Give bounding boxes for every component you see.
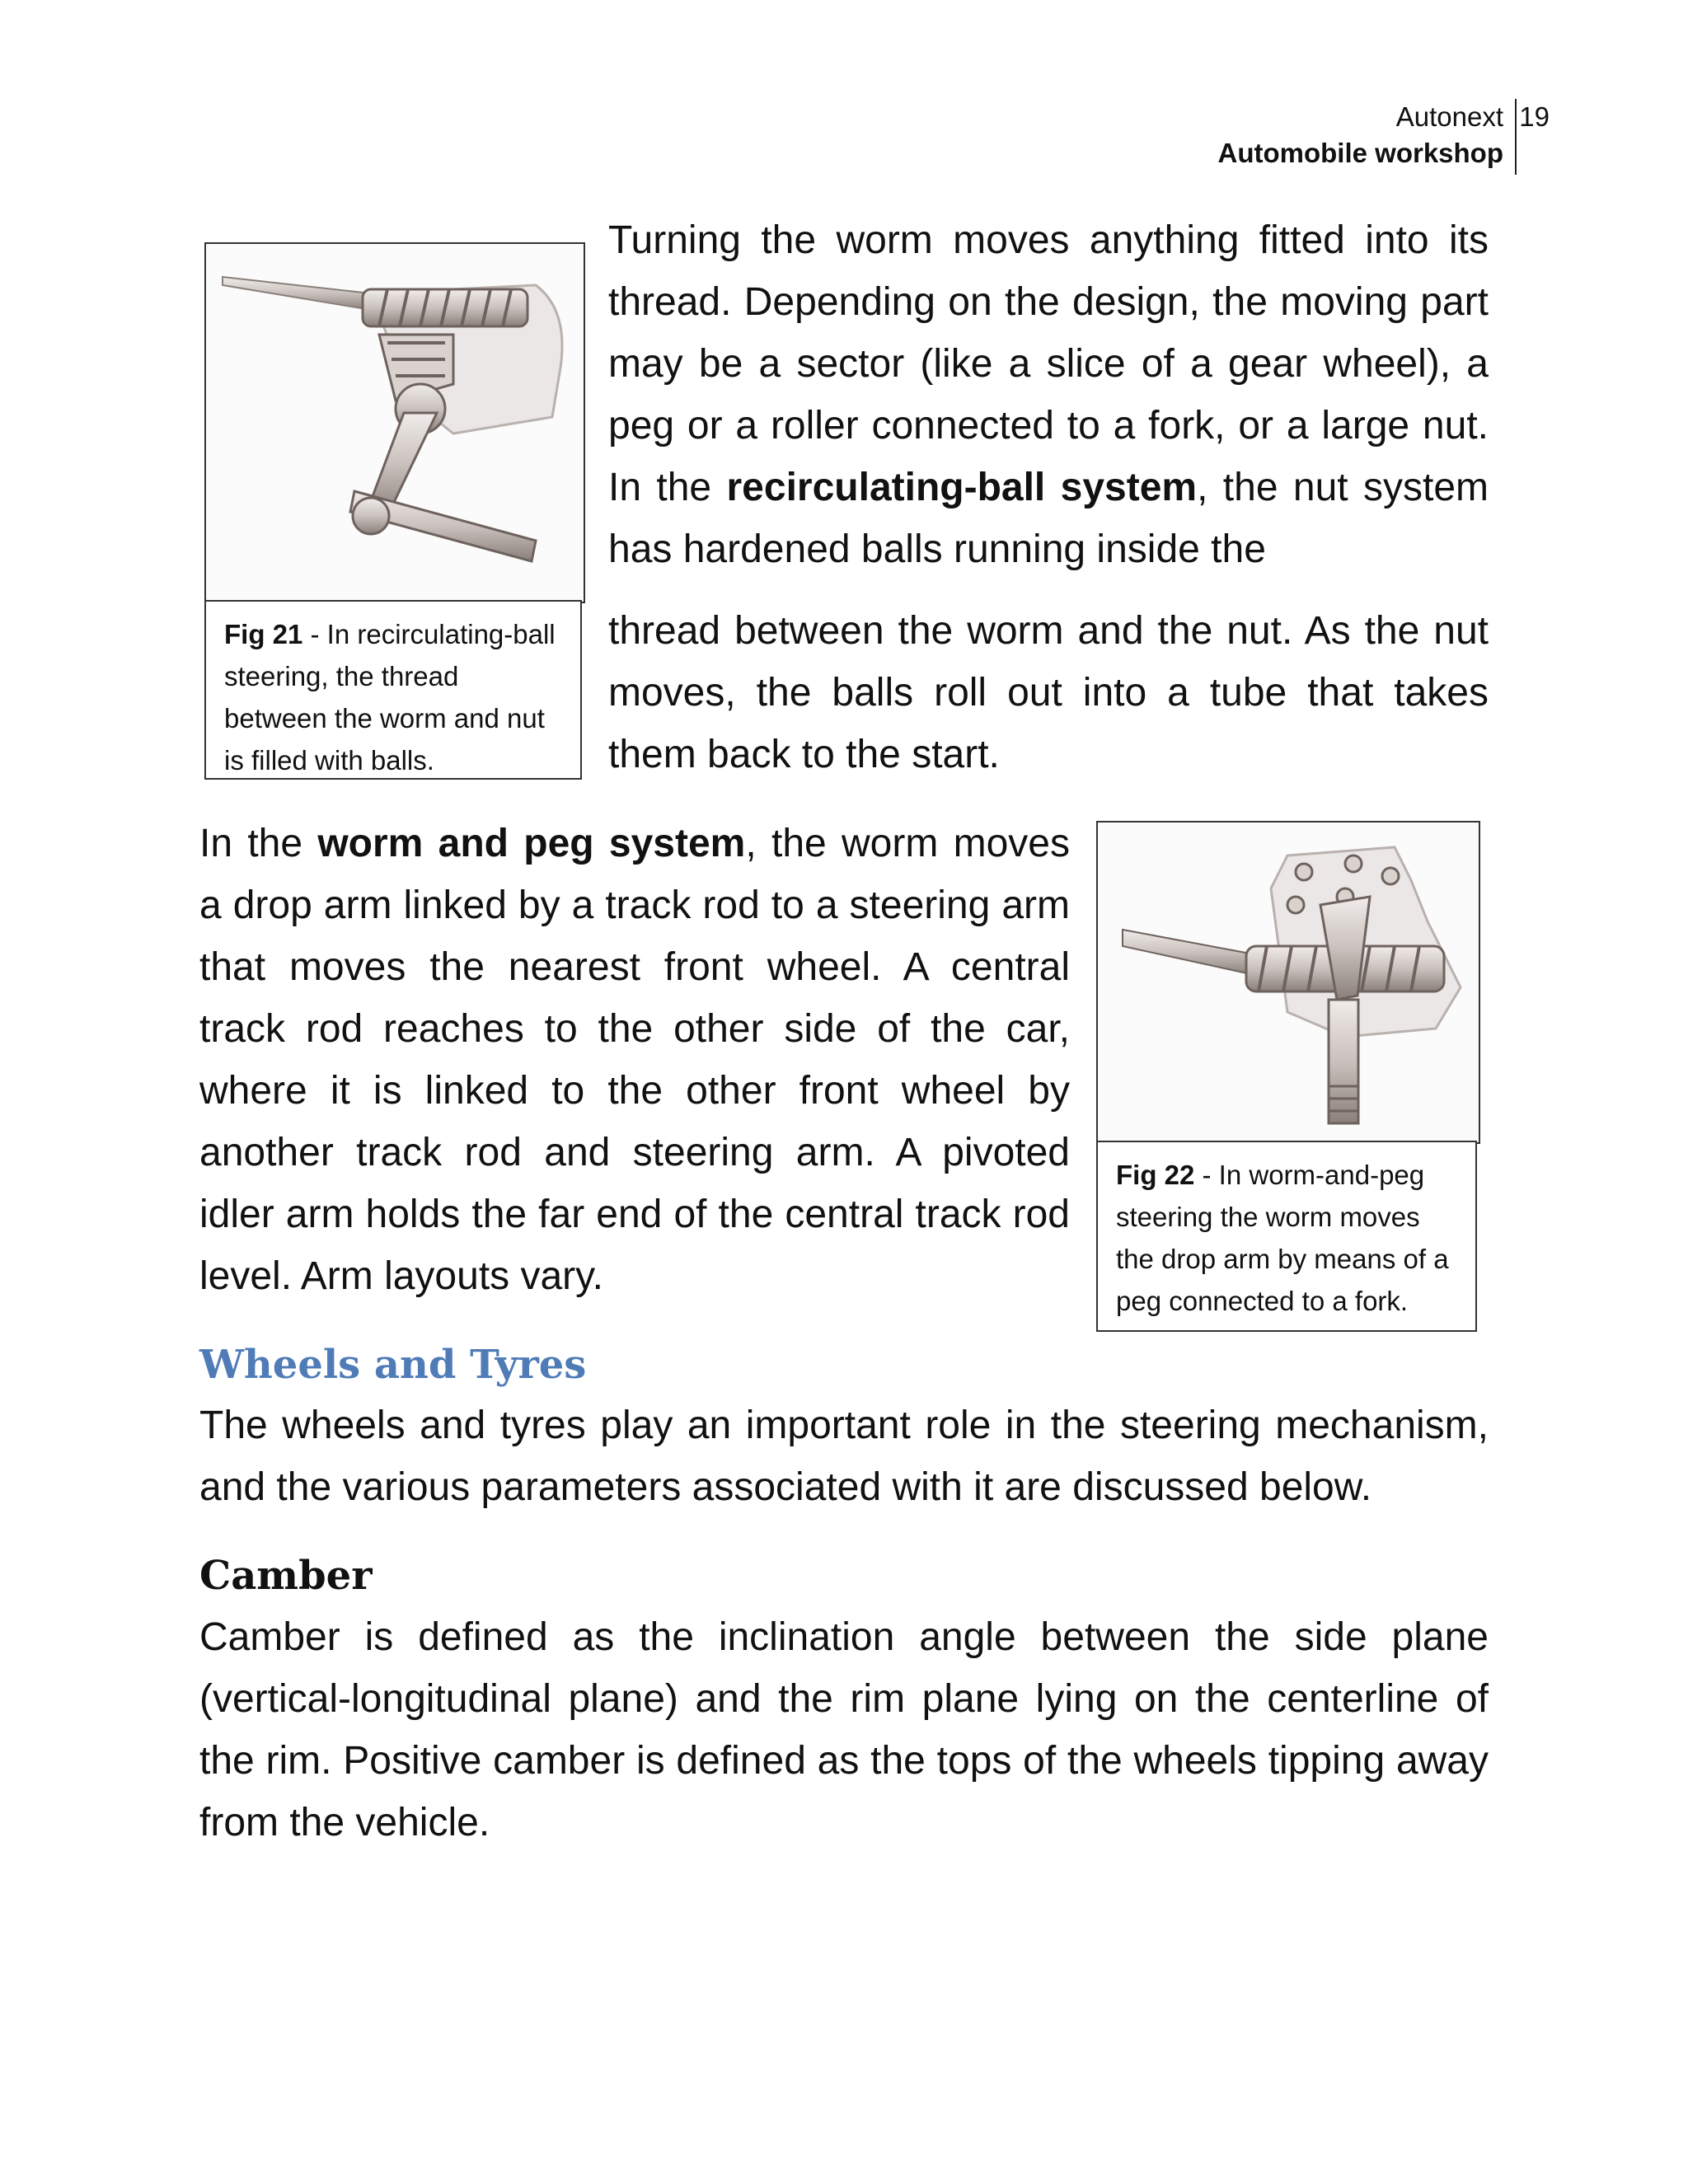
- para1-cont-text: thread between the worm and the nut. As the nut moves, the balls roll out into a tube that takes them back to the start.: [608, 609, 1489, 776]
- header-titles: [1218, 99, 1504, 171]
- paragraph-wheels-and-tyres: [199, 1394, 1489, 1518]
- worm-and-peg-steering-illustration: [1098, 823, 1479, 1142]
- para1-text-b: , the nut system has hardened balls running inside the: [608, 466, 1489, 571]
- fig22-image-frame: [1096, 821, 1480, 1144]
- paragraph-worm-intro: [608, 209, 1489, 580]
- fig21-image-frame: [204, 242, 585, 603]
- wheels-text: The wheels and tyres play an important role in the steering mechanism, and the various parameters associated with it are discussed below.: [199, 1404, 1489, 1509]
- para2-bold: worm and peg system: [317, 822, 746, 865]
- paragraph-camber: [199, 1606, 1489, 1854]
- paragraph-worm-intro-continued: [608, 600, 1489, 785]
- fig21-caption: [204, 600, 582, 780]
- para2-text-a: In the: [199, 822, 318, 865]
- fig22-caption-text: - In worm-and-peg steering the worm moves the drop arm by means of a peg connected to a fork.: [1116, 1160, 1449, 1316]
- header-divider: [1515, 99, 1517, 175]
- fig22-caption: [1096, 1141, 1477, 1332]
- para1-text-a: Turning the worm moves anything fitted into its thread. Depending on the design, the moving part may be a sector (like a slice of a gear wheel), a peg or a roller connected to a fork, or a large nut. In the: [608, 218, 1489, 509]
- para2-text-b: , the worm moves a drop arm linked by a track rod to a steering arm that moves the nearest front wheel. A central track rod reaches to the other side of the car, where it is linked to the other front wheel by another track rod and steering arm. A pivoted idler arm holds the far end of the central track rod level. Arm layouts vary.: [199, 822, 1070, 1298]
- fig22-label: Fig 22: [1116, 1160, 1195, 1190]
- heading-wheels-and-tyres: Wheels and Tyres: [199, 1342, 587, 1388]
- page-number: 19: [1519, 101, 1550, 132]
- paragraph-worm-and-peg: [199, 813, 1070, 1307]
- recirculating-ball-steering-illustration: [206, 244, 584, 602]
- header-subtitle: Automobile workshop: [1217, 138, 1503, 168]
- fig21-caption-text: - In recirculating-ball steering, the thread between the worm and nut is filled with balls.: [224, 619, 556, 776]
- para1-bold: recirculating-ball system: [726, 466, 1198, 509]
- heading-camber: Camber: [199, 1553, 373, 1599]
- page-header: [1137, 99, 1550, 175]
- camber-text: Camber is defined as the inclination angle between the side plane (vertical-longitudinal plane) and the rim plane lying on the centerline of the rim. Positive camber is defined as the tops of the wheels tipping away from the vehicle.: [199, 1615, 1489, 1844]
- header-title: Autonext: [1395, 101, 1503, 132]
- fig21-label: Fig 21: [224, 619, 303, 649]
